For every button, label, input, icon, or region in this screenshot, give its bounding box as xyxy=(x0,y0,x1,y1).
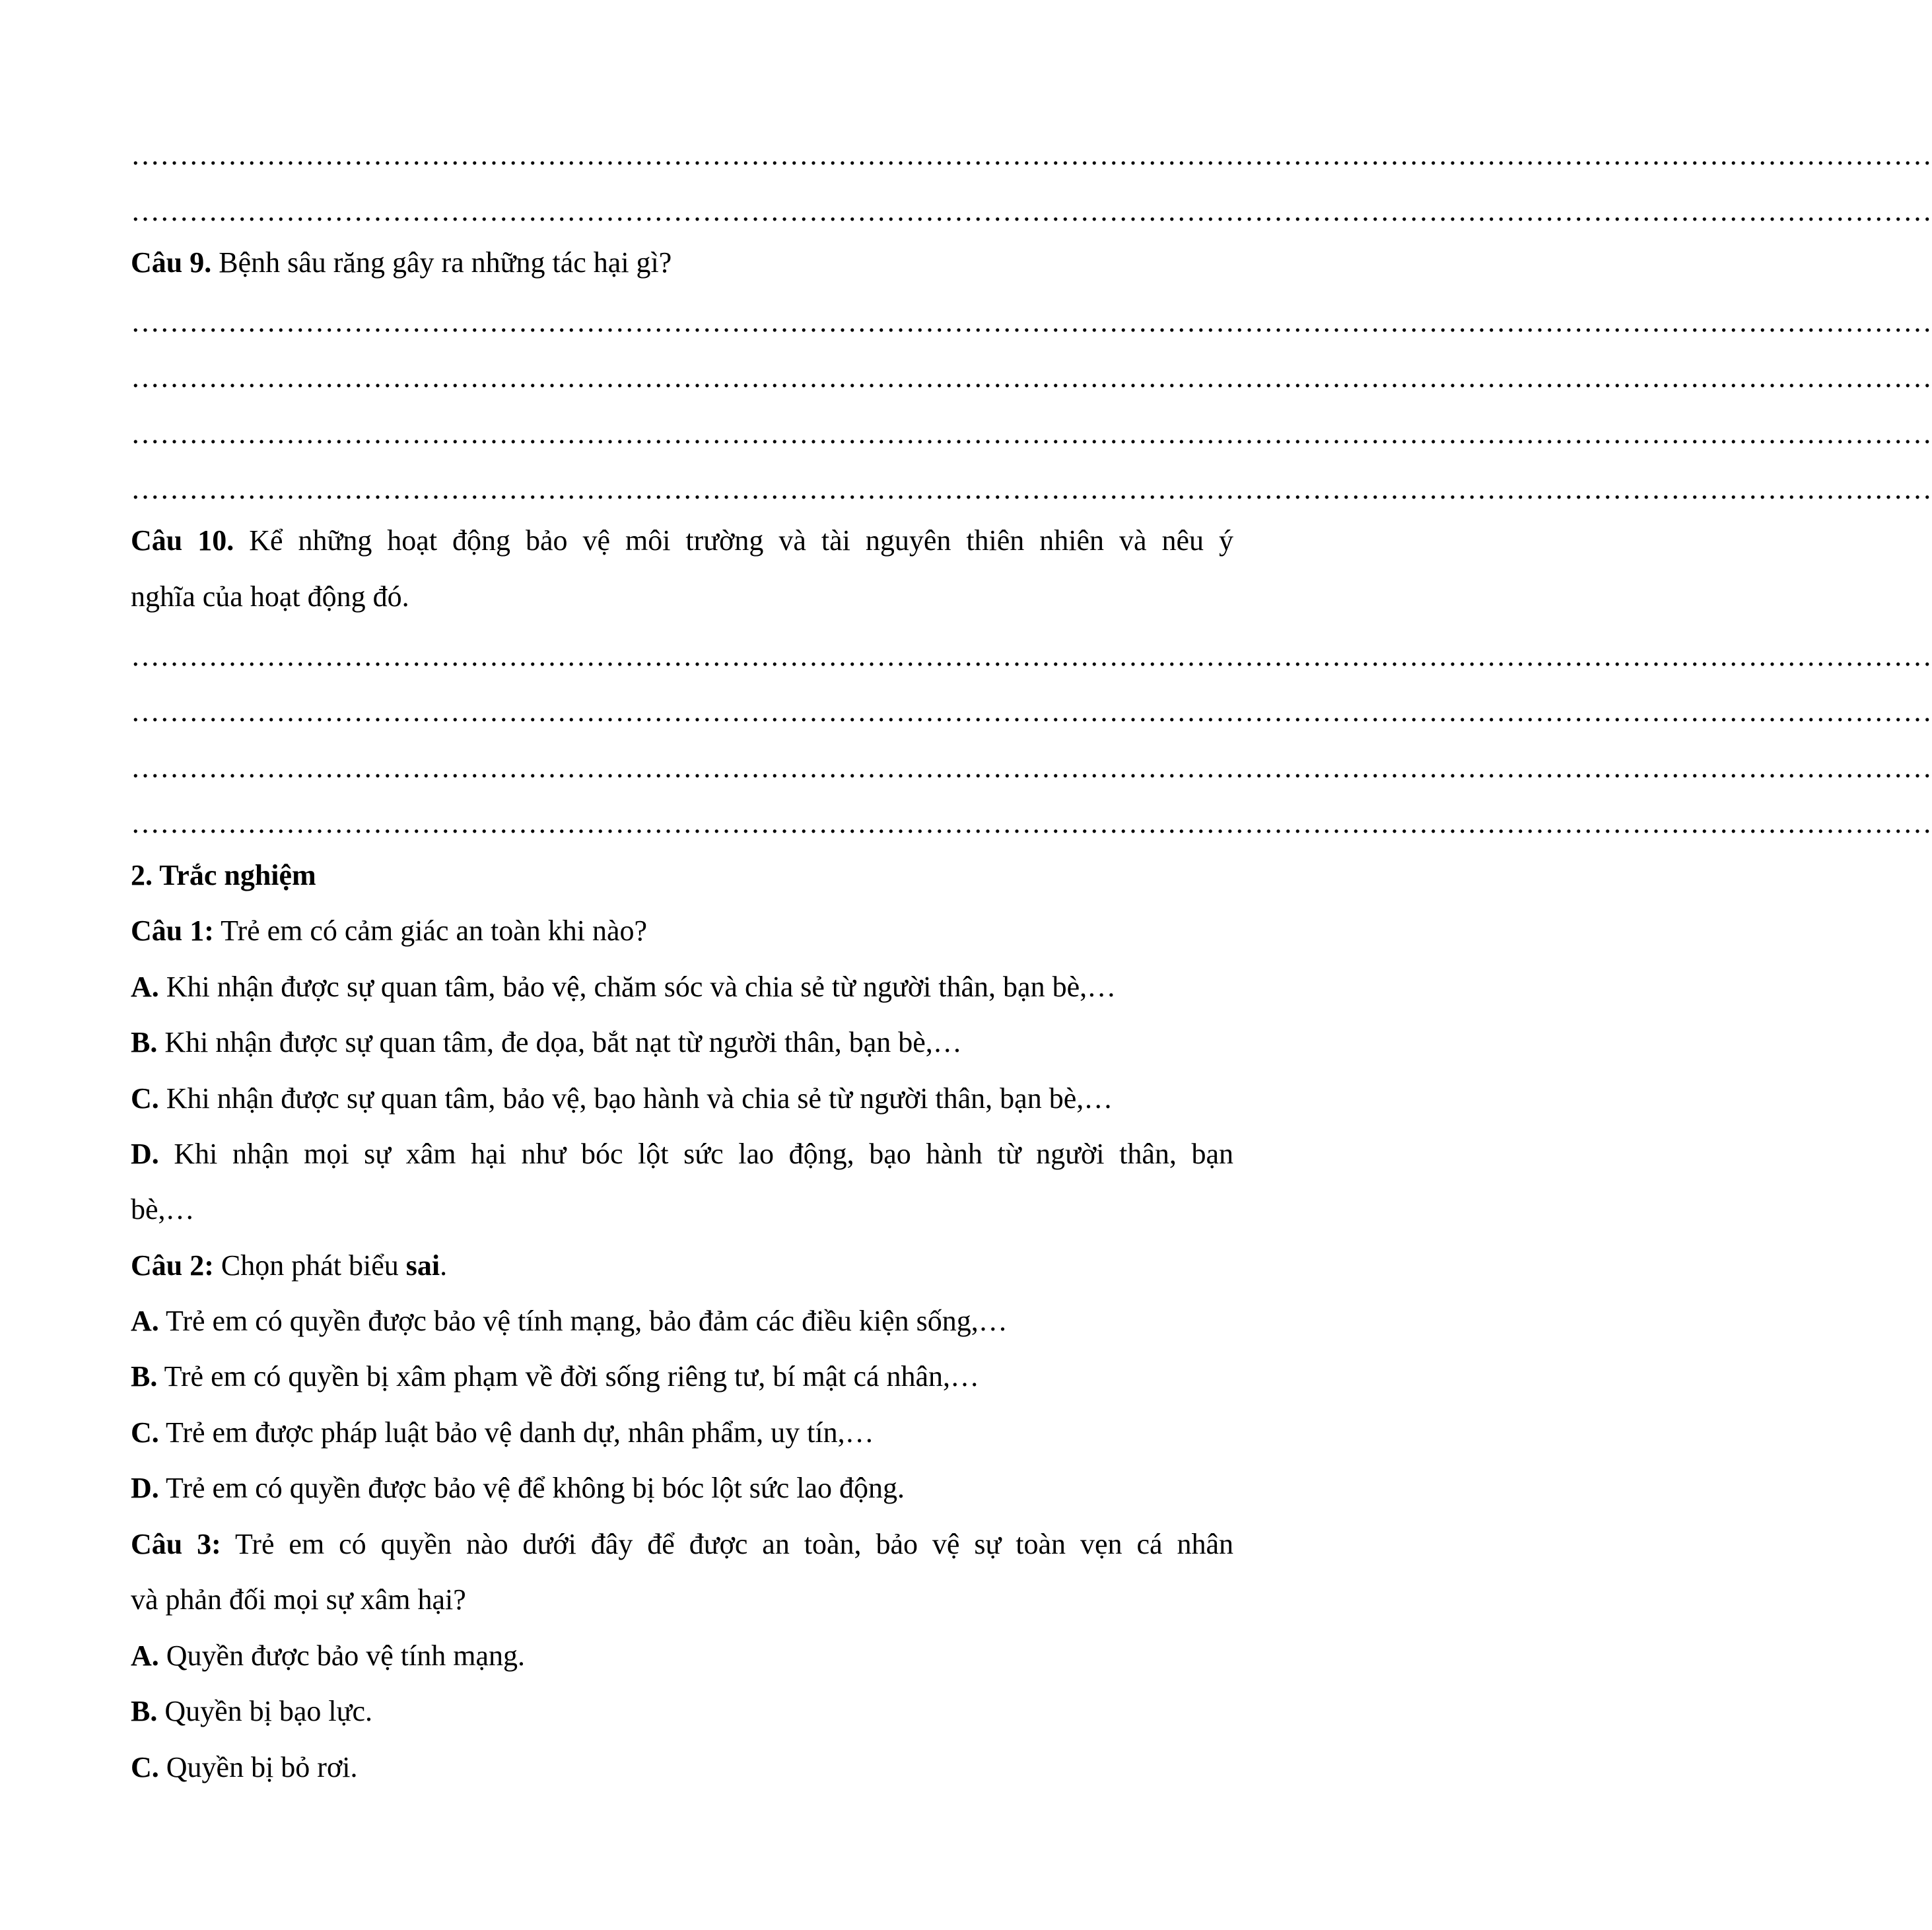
option-key: C. xyxy=(131,1751,159,1783)
option-key: A. xyxy=(131,1305,159,1337)
question-emphasis: sai xyxy=(405,1249,440,1282)
question-label: Câu 10. xyxy=(131,524,234,557)
answer-line: …………………………………………………………………………………………………………………………………………………………………… xyxy=(131,807,1932,839)
question-label: Câu 1: xyxy=(131,914,214,947)
option-key: C. xyxy=(131,1416,159,1449)
option-b xyxy=(131,1360,1233,1394)
option-b xyxy=(131,1694,1233,1729)
option-key: C. xyxy=(131,1082,159,1115)
option-b xyxy=(131,1025,1233,1060)
answer-line: …………………………………………………………………………………………………………………………………………………………………… xyxy=(131,640,1932,672)
option-d xyxy=(131,1137,1233,1171)
option-text: Khi nhận được sự quan tâm, đe dọa, bắt nạt từ người thân, bạn bè,… xyxy=(157,1026,962,1058)
mcq-question-1 xyxy=(131,914,1233,948)
answer-line: …………………………………………………………………………………………………………………………………………………………………… xyxy=(131,473,1932,505)
option-a xyxy=(131,1639,1233,1673)
question-text: Kể những hoạt động bảo vệ môi trường và tài nguyên thiên nhiên và nêu ý xyxy=(234,524,1233,557)
option-d xyxy=(131,1471,1233,1505)
mcq-question-2 xyxy=(131,1249,1233,1283)
option-key: A. xyxy=(131,1639,159,1672)
section-title: 2. Trắc nghiệm xyxy=(131,859,316,891)
option-text: Khi nhận được sự quan tâm, bảo vệ, bạo hành và chia sẻ từ người thân, bạn bè,… xyxy=(158,1082,1113,1115)
option-text: Khi nhận mọi sự xâm hại như bóc lột sức lao động, bạo hành từ người thân, bạn xyxy=(158,1138,1233,1170)
option-text: Khi nhận được sự quan tâm, bảo vệ, chăm sóc và chia sẻ từ người thân, bạn bè,… xyxy=(158,971,1117,1003)
option-key: A. xyxy=(131,971,159,1003)
answer-line: …………………………………………………………………………………………………………………………………………………………………… xyxy=(131,361,1932,394)
answer-line: …………………………………………………………………………………………………………………………………………………………………… xyxy=(131,695,1932,728)
answer-line: …………………………………………………………………………………………………………………………………………………………………… xyxy=(131,306,1932,338)
question-label: Câu 2: xyxy=(131,1249,214,1282)
question-label: Câu 9. xyxy=(131,246,212,279)
answer-line: …………………………………………………………………………………………………………………………………………………………………… xyxy=(131,139,1932,171)
answer-line: …………………………………………………………………………………………………………………………………………………………………… xyxy=(131,751,1932,784)
question-3-cont: và phản đối mọi sự xâm hại? xyxy=(131,1583,466,1616)
question-9 xyxy=(131,246,1233,280)
option-c xyxy=(131,1082,1233,1116)
mcq-question-3 xyxy=(131,1527,1233,1562)
option-text: Trẻ em có quyền bị xâm phạm về đời sống riêng tư, bí mật cá nhân,… xyxy=(157,1360,980,1393)
question-text-end: . xyxy=(440,1249,448,1282)
option-text: Quyền bị bạo lực. xyxy=(157,1695,373,1727)
option-key: B. xyxy=(131,1026,158,1058)
option-c xyxy=(131,1750,1233,1785)
question-10 xyxy=(131,524,1233,558)
option-d-cont: bè,… xyxy=(131,1193,195,1225)
question-text: Trẻ em có cảm giác an toàn khi nào? xyxy=(213,914,648,947)
option-text: Quyền được bảo vệ tính mạng. xyxy=(158,1639,525,1672)
option-a xyxy=(131,1304,1233,1338)
option-c xyxy=(131,1416,1233,1450)
option-text: Quyền bị bỏ rơi. xyxy=(158,1751,358,1783)
option-text: Trẻ em được pháp luật bảo vệ danh dự, nhân phẩm, uy tín,… xyxy=(158,1416,874,1449)
question-text: Bệnh sâu răng gây ra những tác hại gì? xyxy=(211,246,672,279)
option-key: D. xyxy=(131,1472,159,1504)
question-text: Trẻ em có quyền nào dưới đây để được an toàn, bảo vệ sự toàn vẹn cá nhân xyxy=(221,1528,1233,1560)
option-a xyxy=(131,970,1233,1004)
option-text: Trẻ em có quyền được bảo vệ để không bị bóc lột sức lao động. xyxy=(158,1472,905,1504)
question-label: Câu 3: xyxy=(131,1528,221,1560)
answer-line: …………………………………………………………………………………………………………………………………………………………………… xyxy=(131,417,1932,450)
option-key: D. xyxy=(131,1138,159,1170)
question-text: Chọn phát biểu xyxy=(213,1249,406,1282)
option-key: B. xyxy=(131,1695,158,1727)
option-key: B. xyxy=(131,1360,158,1393)
question-10-cont: nghĩa của hoạt động đó. xyxy=(131,580,409,613)
option-text: Trẻ em có quyền được bảo vệ tính mạng, bảo đảm các điều kiện sống,… xyxy=(158,1305,1008,1337)
section-heading xyxy=(131,858,1233,893)
answer-line: …………………………………………………………………………………………………………………………………………………………………… xyxy=(131,195,1932,227)
